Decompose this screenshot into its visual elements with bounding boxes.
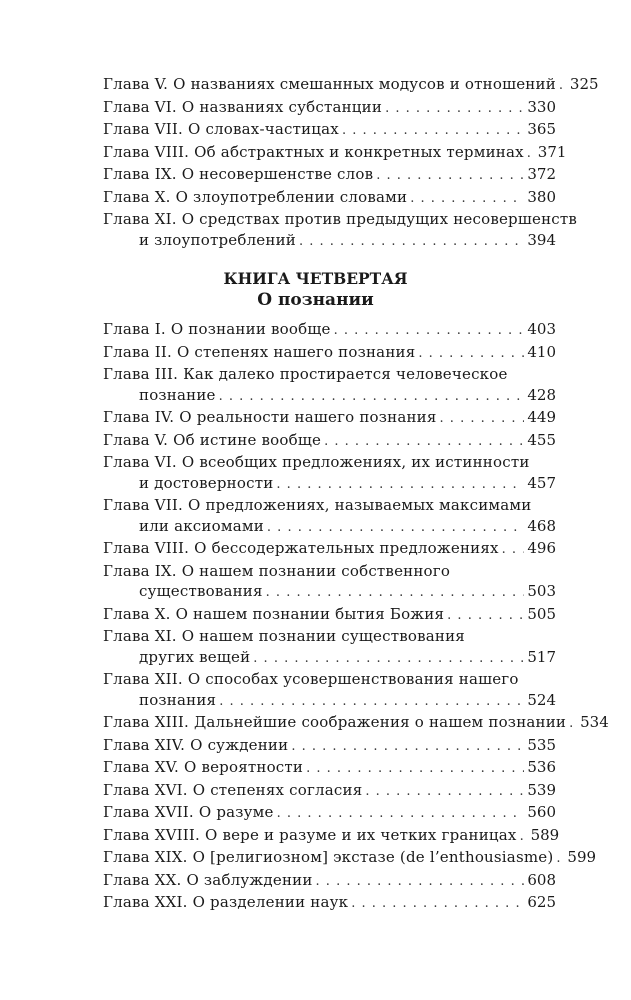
- dot-leader: [520, 825, 528, 848]
- toc-entry-page-number: 372: [527, 165, 556, 183]
- toc-entry-title-line: [103, 870, 556, 893]
- toc-entry: [103, 142, 567, 165]
- dot-leader: [342, 119, 524, 142]
- toc-entry: [103, 430, 556, 453]
- toc-entry-text: Глава IV. О реальности нашего познания: [103, 408, 437, 426]
- toc-entry-text: Глава IX. О нашем познании собственного: [103, 561, 451, 580]
- toc-entry-title-line: [103, 892, 556, 915]
- toc-entry-text: Глава VIII. Об абстрактных и конкретных терминах: [103, 142, 524, 161]
- toc-entry-text: Глава I. О познании вообще: [103, 320, 331, 338]
- toc-section-book-three: [103, 74, 599, 252]
- toc-entry-text: Глава XX. О заблуждении: [103, 870, 313, 889]
- toc-entry-page-number: 455: [527, 430, 556, 449]
- dot-leader: [219, 385, 525, 408]
- toc-entry-text: Глава XI. О нашем познании существования: [103, 627, 465, 645]
- toc-entry-text: Глава XVI. О степенях согласия: [103, 780, 363, 799]
- toc-entry-text: Глава XI. О средствах против предыдущих несовершенств: [103, 210, 578, 228]
- toc-entry-text: Глава XVII. О разуме: [103, 803, 274, 821]
- toc-entry: [103, 669, 556, 712]
- toc-entry: [103, 364, 556, 407]
- toc-entry-page-number: 410: [527, 342, 556, 361]
- toc-entry-page-number: 449: [527, 408, 556, 426]
- toc-entry-title-line: [103, 757, 556, 780]
- toc-entry-page-number: 625: [527, 893, 556, 911]
- toc-entry: [103, 342, 556, 365]
- toc-entry-title-line: [103, 342, 556, 365]
- toc-entry-text: других вещей: [139, 647, 251, 666]
- toc-entry-title-line: [103, 712, 609, 735]
- toc-entry: [103, 119, 556, 142]
- toc-entry-page-number: 325: [569, 75, 599, 93]
- toc-entry: [103, 870, 556, 893]
- toc-entry-text: Глава VII. О предложениях, называемых максимами: [103, 496, 532, 514]
- toc-entry: [103, 561, 556, 604]
- toc-entry-text: Глава VIII. О бессодержательных предложениях: [103, 539, 499, 557]
- toc-entry: [103, 626, 556, 669]
- dot-leader: [324, 430, 524, 453]
- toc-entry-text: существования: [139, 582, 263, 600]
- toc-entry: [103, 407, 556, 430]
- dot-leader: [219, 690, 524, 713]
- toc-entry-page-number: 608: [527, 870, 556, 889]
- toc-entry-title-line: [103, 669, 556, 690]
- dot-leader: [376, 164, 524, 187]
- dot-leader: [502, 538, 525, 561]
- toc-entry-title-line: [103, 604, 556, 627]
- toc-entry-text: Глава V. О названиях смешанных модусов и отношений: [103, 75, 556, 93]
- toc-entry-text: познание: [139, 385, 216, 404]
- toc-entry: [103, 780, 556, 803]
- toc-entry-page-number: 371: [537, 142, 567, 161]
- toc-entry-continuation-line: [103, 516, 556, 539]
- toc-entry-title-line: [103, 825, 560, 848]
- toc-entry-page-number: 517: [527, 647, 556, 666]
- dot-leader: [266, 581, 525, 604]
- toc-entry-page-number: 496: [527, 539, 556, 557]
- toc-entry: [103, 538, 556, 561]
- toc-entry-page-number: 536: [527, 758, 556, 776]
- dot-leader: [351, 892, 524, 915]
- toc-entry-page-number: 394: [527, 230, 556, 249]
- toc-entry-text: Глава VI. О названиях субстанции: [103, 97, 383, 116]
- toc-entry-text: и злоупотреблений: [139, 230, 296, 249]
- toc-entry-text: или аксиомами: [139, 516, 264, 535]
- toc-entry-page-number: 589: [530, 825, 560, 844]
- toc-entry: [103, 164, 556, 187]
- dot-leader: [385, 97, 524, 120]
- dot-leader: [527, 142, 535, 165]
- toc-entry-page-number: 599: [567, 848, 597, 866]
- toc-entry-title-line: [103, 119, 556, 142]
- toc-entry-title-line: [103, 495, 556, 516]
- toc-entry-page-number: 534: [580, 713, 609, 731]
- dot-leader: [334, 319, 525, 342]
- toc-entry: [103, 495, 556, 538]
- toc-entry-page-number: 503: [527, 582, 556, 600]
- dot-leader: [418, 342, 524, 365]
- toc-entry-title-line: [103, 735, 556, 758]
- toc-entry-text: Глава III. Как далеко простирается человеческое: [103, 365, 508, 383]
- toc-entry-text: Глава XVIII. О вере и разуме и их четких границах: [103, 825, 517, 844]
- toc-entry: [103, 735, 556, 758]
- toc-entry-page-number: 539: [527, 780, 556, 799]
- dot-leader: [569, 712, 577, 735]
- toc-entry-text: Глава II. О степенях нашего познания: [103, 342, 416, 361]
- toc-entry: [103, 847, 597, 870]
- toc-entry-page-number: 457: [527, 473, 556, 492]
- toc-entry-text: Глава XIV. О суждении: [103, 735, 289, 754]
- toc-entry-text: Глава VII. О словах-частицах: [103, 120, 339, 138]
- dot-leader: [267, 516, 524, 539]
- dot-leader: [365, 780, 524, 803]
- toc-entry: [103, 604, 556, 627]
- toc-entry-continuation-line: [103, 385, 556, 408]
- toc-entry: [103, 319, 556, 342]
- dot-leader: [299, 230, 524, 253]
- toc-entry: [103, 97, 556, 120]
- toc-entry-title-line: [103, 209, 578, 230]
- toc-entry: [103, 74, 599, 97]
- toc-entry-page-number: 535: [527, 735, 556, 754]
- book-heading: [0, 269, 631, 311]
- dot-leader: [447, 604, 524, 627]
- toc-entry-title-line: [103, 97, 556, 120]
- toc-entry-title-line: [103, 780, 556, 803]
- toc-entry: [103, 187, 556, 210]
- toc-entry-title-line: [103, 538, 556, 561]
- toc-entry-continuation-line: [103, 581, 556, 604]
- toc-entry: [103, 892, 556, 915]
- toc-entry-title-line: [103, 142, 567, 165]
- toc-entry-text: и достоверности: [139, 473, 274, 492]
- toc-entry: [103, 712, 609, 735]
- toc-entry-page-number: 380: [527, 187, 556, 206]
- dot-leader: [291, 735, 524, 758]
- dot-leader: [440, 407, 525, 430]
- dot-leader: [277, 802, 525, 825]
- dot-leader: [410, 187, 524, 210]
- toc-entry-text: Глава X. О злоупотреблении словами: [103, 187, 408, 206]
- toc-entry-page-number: 468: [527, 516, 556, 535]
- toc-entry-text: Глава XV. О вероятности: [103, 758, 304, 776]
- toc-entry-title-line: [103, 802, 556, 825]
- dot-leader: [253, 647, 524, 670]
- toc-entry-text: Глава XXI. О разделении наук: [103, 893, 349, 911]
- toc-entry-page-number: 560: [527, 803, 556, 821]
- toc-entry-continuation-line: [103, 647, 556, 670]
- dot-leader: [276, 473, 524, 496]
- dot-leader: [306, 757, 524, 780]
- toc-entry-title-line: [103, 164, 556, 187]
- toc-entry: [103, 757, 556, 780]
- toc-entry-page-number: 330: [527, 97, 556, 116]
- toc-entry-continuation-line: [103, 230, 556, 253]
- toc-entry-page-number: 505: [527, 604, 556, 623]
- toc-entry-title-line: [103, 74, 599, 97]
- toc-entry: [103, 452, 556, 495]
- toc-entry-title-line: [103, 626, 556, 647]
- toc-entry-title-line: [103, 407, 556, 430]
- toc-entry: [103, 802, 556, 825]
- toc-entry-text: Глава XIII. Дальнейшие соображения о нашем познании: [103, 713, 567, 731]
- toc-entry: [103, 209, 578, 252]
- toc-entry-title-line: [103, 430, 556, 453]
- toc-entry-text: Глава X. О нашем познании бытия Божия: [103, 604, 445, 623]
- toc-entry-title-line: [103, 364, 556, 385]
- toc-entry-title-line: [103, 452, 556, 473]
- toc-entry-page-number: 365: [527, 120, 556, 138]
- book-title: КНИГА ЧЕТВЕРТАЯ: [223, 269, 408, 288]
- dot-leader: [316, 870, 525, 893]
- toc-entry-text: познания: [139, 690, 217, 709]
- toc-entry-text: Глава IX. О несовершенстве слов: [103, 165, 374, 183]
- toc-section-book-four: [103, 319, 609, 915]
- dot-leader: [559, 74, 567, 97]
- toc-entry-text: Глава VI. О всеобщих предложениях, их истинности: [103, 453, 530, 471]
- toc-entry-title-line: [103, 187, 556, 210]
- toc-entry-text: Глава V. Об истине вообще: [103, 430, 322, 449]
- toc-entry-page-number: 403: [527, 320, 556, 338]
- book-subtitle: О познании: [257, 290, 374, 310]
- toc-entry-title-line: [103, 319, 556, 342]
- toc-entry-title-line: [103, 561, 556, 582]
- toc-entry-text: Глава XII. О способах усовершенствования нашего: [103, 670, 519, 688]
- dot-leader: [556, 847, 564, 870]
- toc-entry: [103, 825, 560, 848]
- toc-entry-text: Глава XIX. О [религиозном] экстазе (de l’enthousiasme): [103, 848, 554, 866]
- toc-entry-page-number: 428: [527, 385, 556, 404]
- toc-entry-page-number: 524: [527, 690, 556, 709]
- toc-entry-continuation-line: [103, 473, 556, 496]
- toc-entry-title-line: [103, 847, 597, 870]
- toc-entry-continuation-line: [103, 690, 556, 713]
